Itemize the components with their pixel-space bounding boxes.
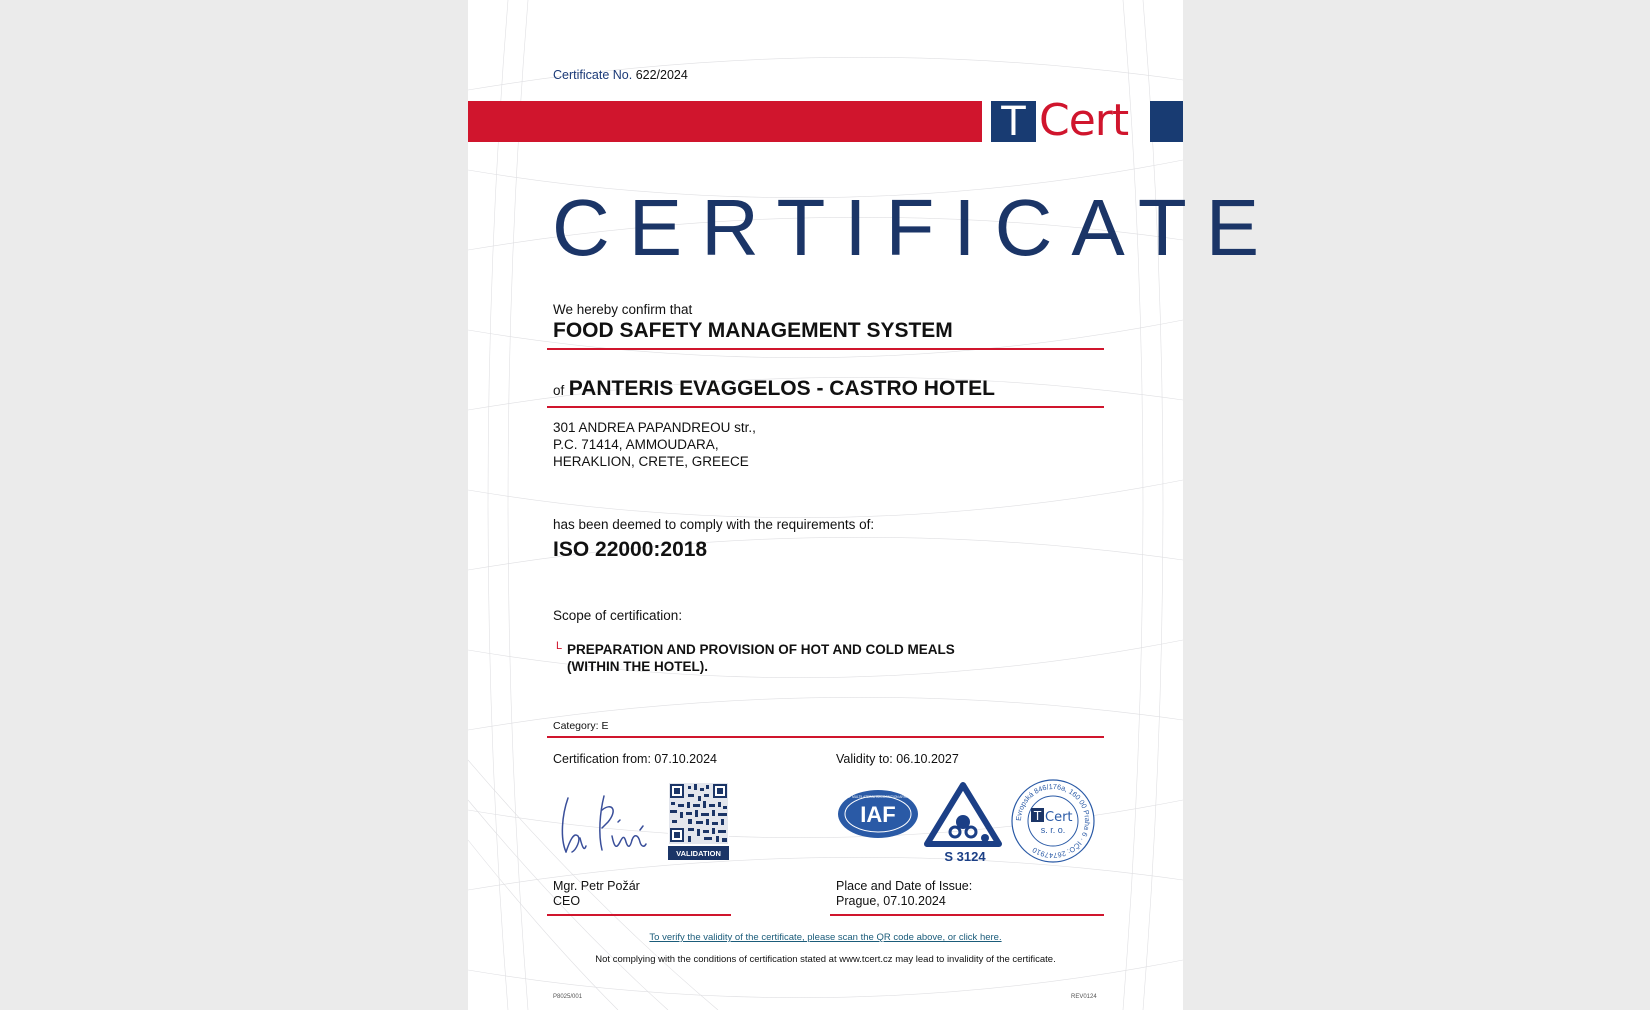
logo-t-box: T [991,101,1036,142]
certificate-page [468,0,1279,1010]
certificate-number [553,68,688,82]
issue-value: Prague, 07.10.2024 [836,894,946,908]
company-address [553,419,756,470]
company-line [553,377,995,401]
address-line: P.C. 71414, AMMOUDARA, [553,437,719,452]
seal-t: T [1033,809,1042,823]
iaf-ring-text: MEMBER OF MULTILATERAL RECOGNITION ARRANGEMENT [831,795,925,799]
signer-name: Mgr. Petr Požár [553,879,640,893]
header-red-bar [468,101,982,142]
divider-line [547,348,1104,350]
divider-line [547,736,1104,738]
divider-line [830,914,1104,916]
iaf-text: IAF [860,802,896,827]
qr-validation-label: VALIDATION [676,849,721,858]
management-system: FOOD SAFETY MANAGEMENT SYSTEM [553,319,953,342]
of-label: of [553,383,565,398]
revision-code: REV0124 [1071,994,1097,1000]
iso-standard: ISO 22000:2018 [553,538,708,561]
cai-code: S 3124 [944,849,986,864]
divider-line [547,914,731,916]
scope-line: PREPARATION AND PROVISION OF HOT AND COLD MEALS [567,642,955,657]
certification-from: Certification from: 07.10.2024 [553,752,717,766]
ceo-signature [556,790,651,860]
comply-text: has been deemed to comply with the requirements of: [553,517,875,532]
category: Category: E [553,720,609,732]
validity-to: Validity to: 06.10.2027 [836,752,959,766]
signer-block [553,879,640,909]
tcert-seal [1010,778,1096,864]
footnote: Not complying with the conditions of certification stated at www.tcert.cz may lead to invalidity of the certificate. [595,954,1056,965]
certificate-number-value: 622/2024 [635,68,688,82]
verify-link[interactable]: To verify the validity of the certificate, please scan the QR code above, or click here. [649,932,1002,943]
scope-text [567,641,955,675]
signer-role: CEO [553,894,581,908]
scope-line: (WITHIN THE HOTEL). [567,659,708,674]
issue-block [836,879,972,909]
certificate-number-label: Certificate No. [553,68,633,82]
issue-label: Place and Date of Issue: [836,879,973,893]
certificate-title: CERTIFICATE [552,183,1279,272]
address-line: 301 ANDREA PAPANDREOU str., [553,420,756,435]
divider-line [547,406,1104,408]
seal-ring-text: Evropská 846/176a, 160 00 Praha 6 · IČO: 26747910 [1013,781,1093,861]
seal-suffix: s. r. o. [1040,825,1066,835]
header-blue-bar [1150,101,1183,142]
form-code: P8025/001 [553,994,583,1000]
address-line: HERAKLION, CRETE, GREECE [553,454,749,469]
logo-cert-text: Cert [1039,95,1129,146]
iaf-logo [831,788,925,840]
company-name: PANTERIS EVAGGELOS - CASTRO HOTEL [568,377,995,400]
validation-qr-code[interactable] [668,782,729,860]
confirm-intro: We hereby confirm that [553,302,693,317]
cai-accreditation-mark [923,782,1007,864]
scope-bullet-icon: L [556,640,563,652]
seal-name: Cert [1045,810,1073,825]
scope-label: Scope of certification: [553,608,683,623]
